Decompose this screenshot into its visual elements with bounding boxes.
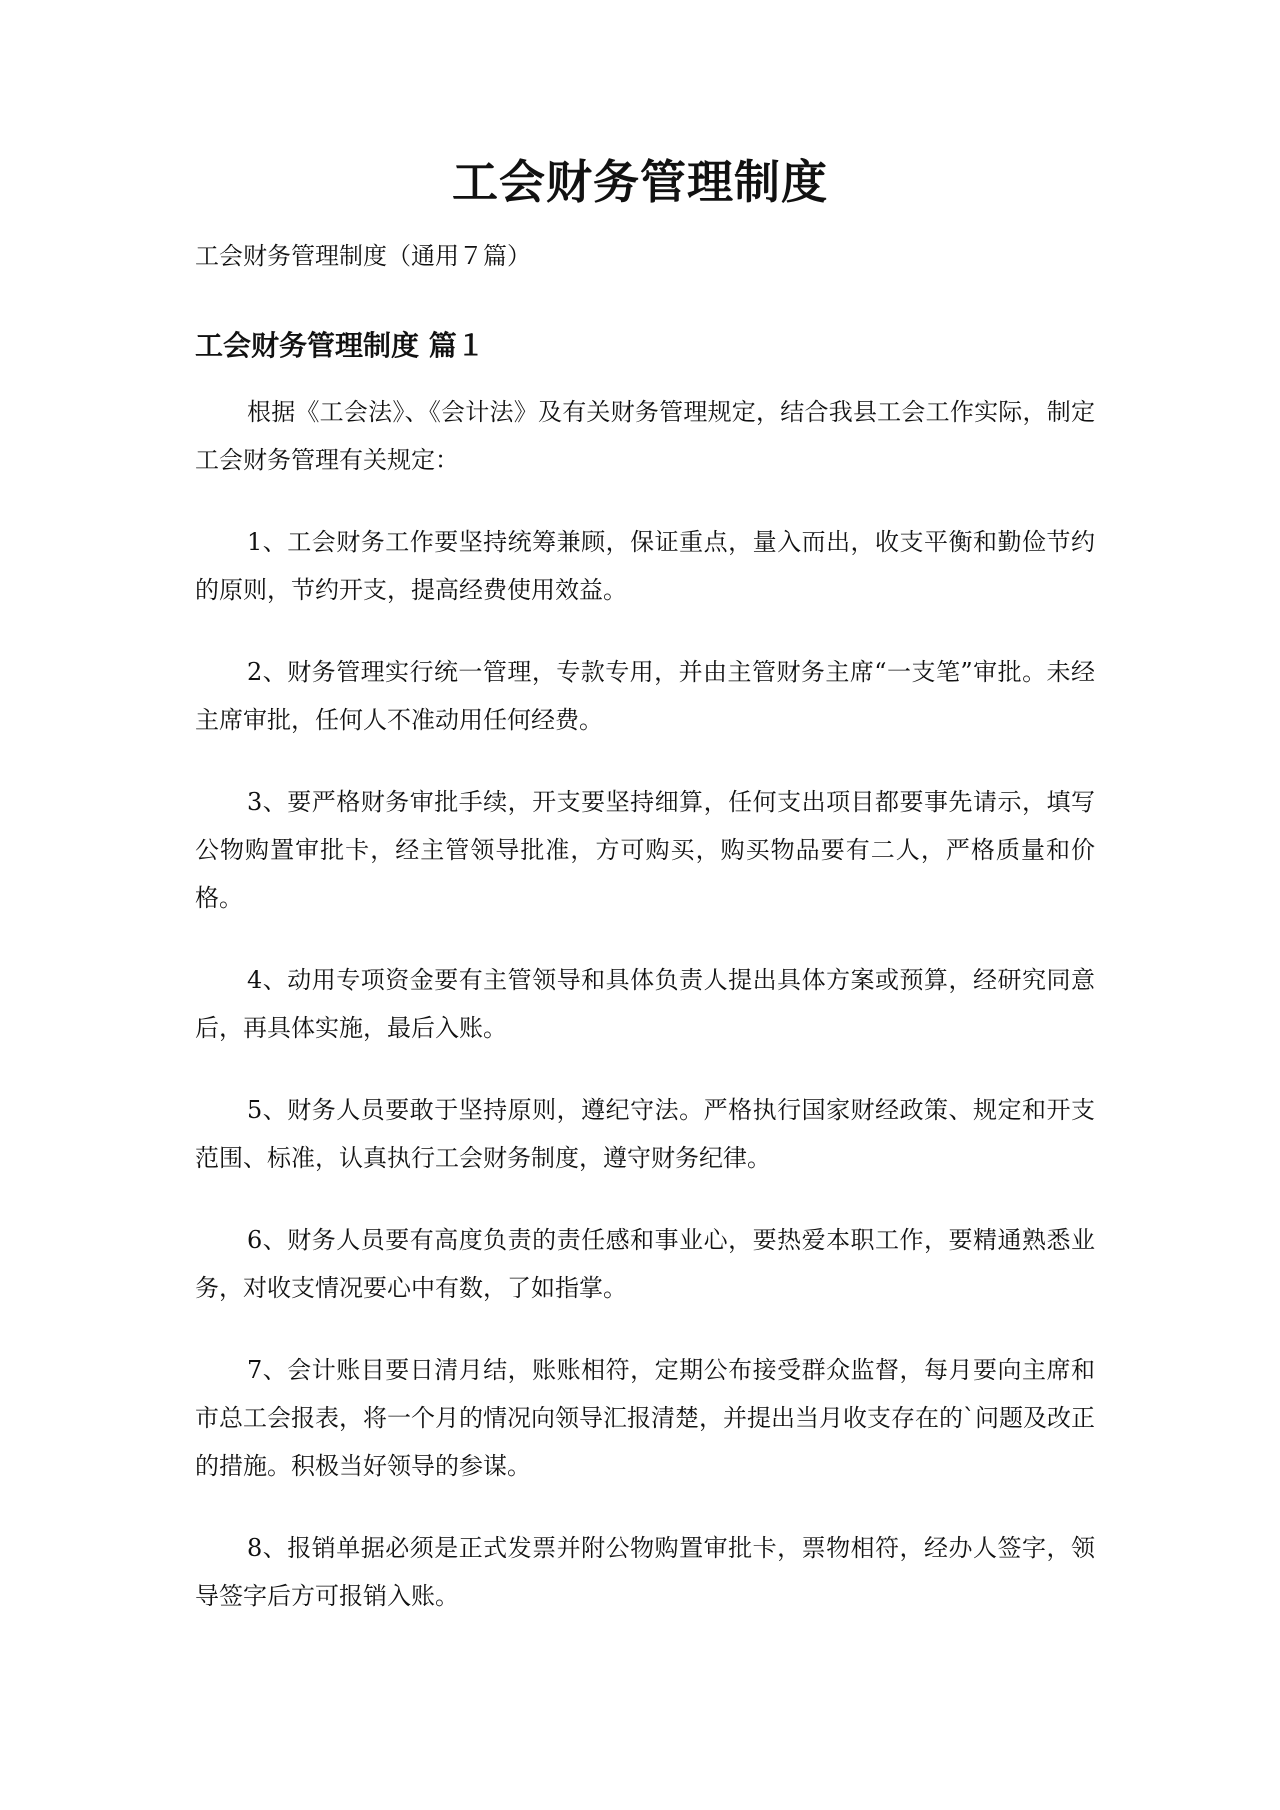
rule-paragraph-3: 3、要严格财务审批手续，开支要坚持细算，任何支出项目都要事先请示，填写公物购置审批卡，经主管领导批准，方可购买，购买物品要有二人，严格质量和价格。: [195, 788, 1095, 912]
rule-paragraph-5: 5、财务人员要敢于坚持原则，遵纪守法。严格执行国家财经政策、规定和开支范围、标准，认真执行工会财务制度，遵守财务纪律。: [195, 1096, 1095, 1172]
rule-paragraph-1: 1、工会财务工作要坚持统筹兼顾，保证重点，量入而出，收支平衡和勤俭节约的原则，节约开支，提高经费使用效益。: [195, 528, 1095, 604]
document-subtitle: 工会财务管理制度（通用７篇）: [195, 242, 531, 270]
section-heading: 工会财务管理制度 篇１: [195, 329, 485, 362]
rule-paragraph-4: 4、动用专项资金要有主管领导和具体负责人提出具体方案或预算，经研究同意后，再具体实施，最后入账。: [195, 966, 1095, 1042]
rule-paragraph-7: 7、会计账目要日清月结，账账相符，定期公布接受群众监督，每月要向主席和市总工会报表，将一个月的情况向领导汇报清楚，并提出当月收支存在的`问题及改正的措施。积极当好领导的参谋。: [195, 1356, 1095, 1480]
rule-paragraph-2: 2、财务管理实行统一管理，专款专用，并由主管财务主席“一支笔”审批。未经主席审批，任何人不准动用任何经费。: [195, 658, 1095, 734]
rule-paragraph-8: 8、报销单据必须是正式发票并附公物购置审批卡，票物相符，经办人签字，领导签字后方可报销入账。: [195, 1534, 1095, 1610]
intro-paragraph: 根据《工会法》、《会计法》及有关财务管理规定，结合我县工会工作实际，制定工会财务管理有关规定：: [195, 398, 1095, 474]
rule-paragraph-6: 6、财务人员要有高度负责的责任感和事业心，要热爱本职工作，要精通熟悉业务，对收支情况要心中有数，了如指掌。: [195, 1226, 1095, 1302]
document-title: 工会财务管理制度: [452, 155, 828, 209]
